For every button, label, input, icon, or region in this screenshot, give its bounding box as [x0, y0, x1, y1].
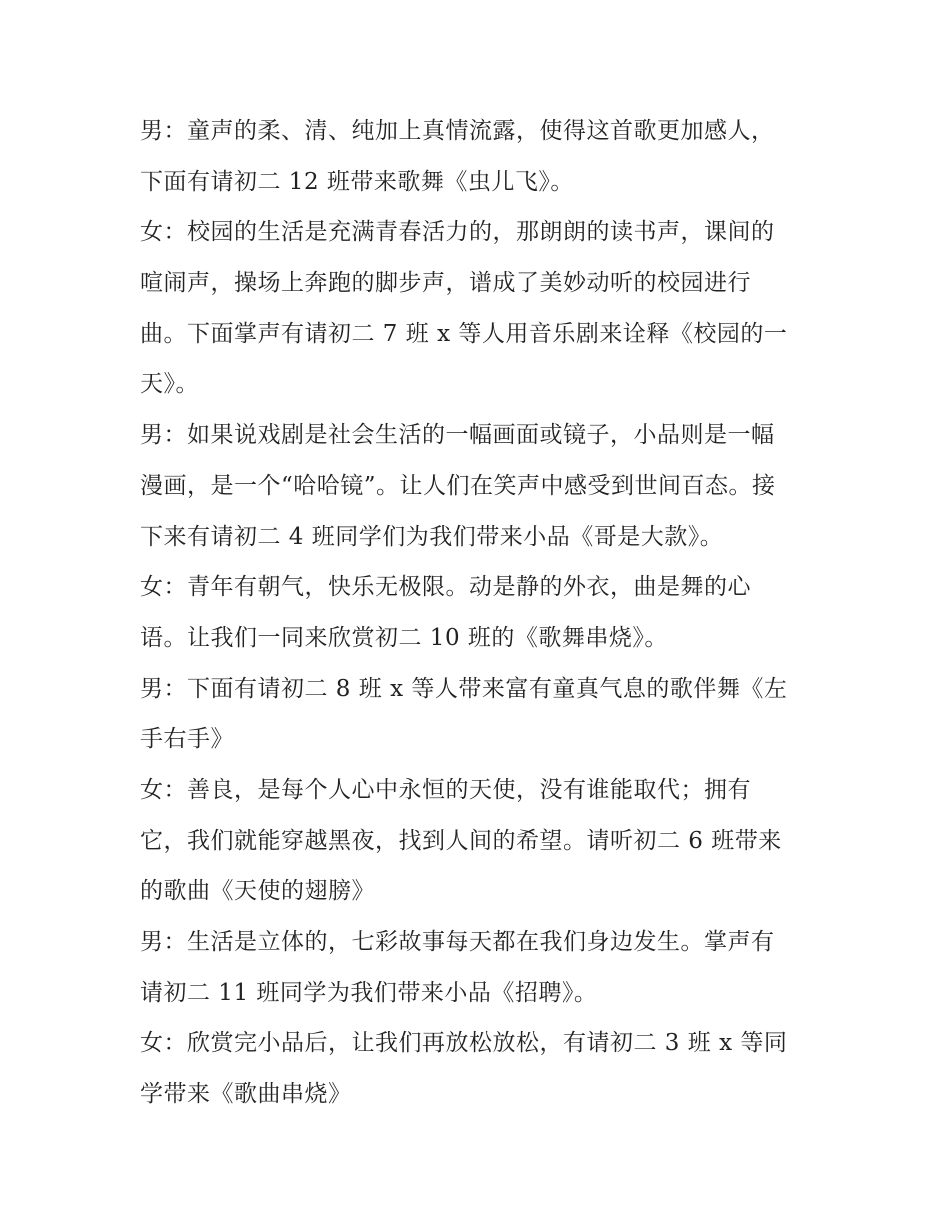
- text-line: 手右手》: [140, 726, 234, 753]
- text-line: 男：下面有请初二 8 班 x 等人带来富有童真气息的歌伴舞《左: [140, 675, 788, 702]
- text-line: 女：青年有朝气，快乐无极限。动是静的外衣，曲是舞的心: [140, 574, 751, 601]
- text-line: 下来有请初二 4 班同学们为我们带来小品《哥是大款》。: [140, 523, 724, 550]
- text-line: 女：善良，是每个人心中永恒的天使，没有谁能取代；拥有: [140, 776, 751, 803]
- text-line: 请初二 11 班同学为我们带来小品《招聘》。: [140, 979, 598, 1006]
- text-line: 女：欣赏完小品后，让我们再放松放松，有请初二 3 班 x 等同: [140, 1030, 788, 1057]
- text-line: 漫画，是一个“哈哈镜”。让人们在笑声中感受到世间百态。接: [140, 472, 776, 499]
- text-line: 下面有请初二 12 班带来歌舞《虫儿飞》。: [140, 168, 574, 195]
- text-line: 学带来《歌曲串烧》: [140, 1081, 352, 1108]
- text-line: 语。让我们一同来欣赏初二 10 班的《歌舞串烧》。: [140, 624, 668, 651]
- text-line: 男：如果说戏剧是社会生活的一幅画面或镜子，小品则是一幅: [140, 422, 775, 449]
- text-line: 的歌曲《天使的翅膀》: [140, 878, 375, 905]
- document-body: [140, 106, 820, 1120]
- text-line: 女：校园的生活是充满青春活力的，那朗朗的读书声，课间的: [140, 219, 775, 246]
- text-line: 男：童声的柔、清、纯加上真情流露，使得这首歌更加感人，: [140, 118, 775, 144]
- text-line: 男：生活是立体的，七彩故事每天都在我们身边发生。掌声有: [140, 929, 775, 955]
- text-line: 天》。: [140, 371, 199, 398]
- text-line: 曲。下面掌声有请初二 7 班 x 等人用音乐剧来诠释《校园的一: [140, 320, 788, 347]
- text-line: 它，我们就能穿越黑夜，找到人间的希望。请听初二 6 班带来: [140, 827, 782, 854]
- text-line: 喧闹声，操场上奔跑的脚步声，谱成了美妙动听的校园进行: [140, 270, 751, 297]
